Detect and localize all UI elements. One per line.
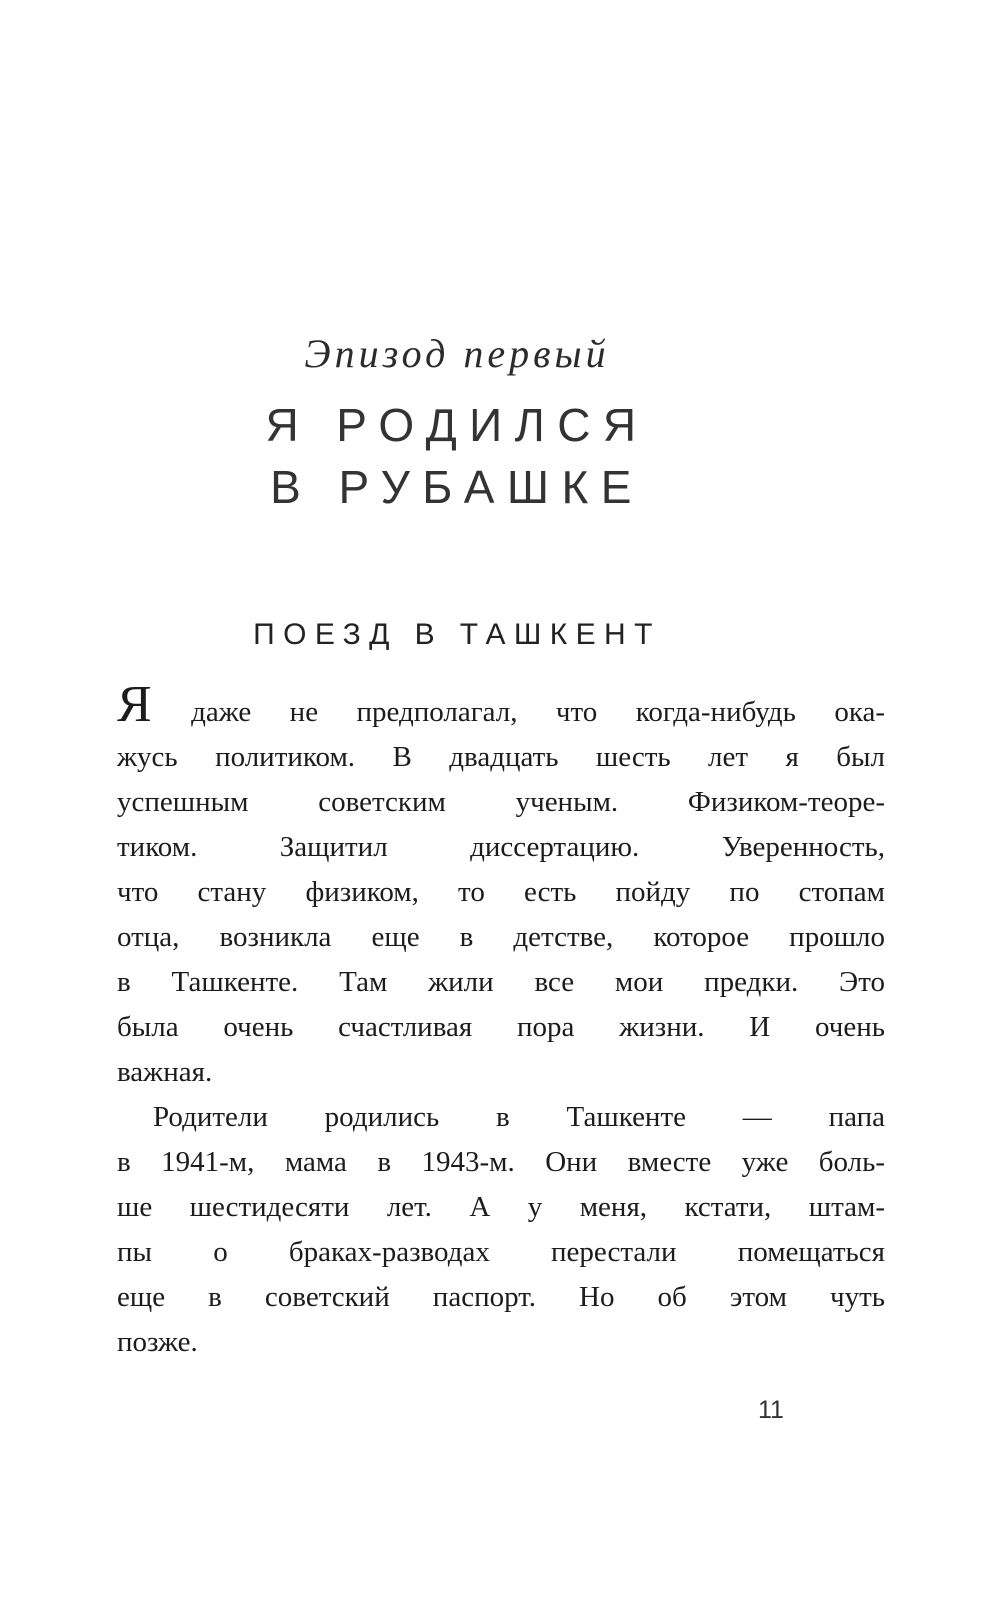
section-heading: ПОЕЗД В ТАШКЕНТ: [253, 618, 661, 651]
page-number: 11: [758, 1396, 784, 1424]
chapter-title: [117, 394, 797, 518]
body-text: [117, 676, 885, 1365]
chapter-title-line-1: Я РОДИЛСЯ: [265, 399, 649, 451]
text-line: еще в советский паспорт. Но об этом чуть: [117, 1281, 885, 1313]
text-line: что стану физиком, то есть пойду по стопам: [117, 876, 885, 908]
drop-cap: Я: [117, 676, 153, 733]
text-line: была очень счастливая пора жизни. И очень: [117, 1011, 885, 1043]
text-line: в Ташкенте. Там жили все мои предки. Это: [117, 966, 885, 998]
text-line: важная.: [117, 1056, 213, 1088]
text-line: ше шестидесяти лет. А у меня, кстати, штам-: [117, 1191, 885, 1223]
text-line: Родители родились в Ташкенте — папа: [153, 1101, 885, 1133]
text-line: жусь политиком. В двадцать шесть лет я был: [117, 741, 885, 773]
text-line: пы о браках-разводах перестали помещаться: [117, 1236, 885, 1268]
text-line: позже.: [117, 1326, 198, 1358]
text-line: тиком. Защитил диссертацию. Уверенность,: [117, 831, 885, 863]
text-line: Я даже не предполагал, что когда-нибудь ока-: [117, 676, 885, 733]
chapter-title-line-2: В РУБАШКЕ: [270, 461, 644, 513]
chapter-heading-block: [117, 330, 797, 518]
paragraph: [117, 1095, 885, 1365]
text-line: отца, возникла еще в детстве, которое прошло: [117, 921, 885, 953]
paragraph: [117, 676, 885, 1095]
text-line: успешным советским ученым. Физиком-теоре-: [117, 786, 885, 818]
text-line: в 1941-м, мама в 1943-м. Они вместе уже боль-: [117, 1146, 885, 1178]
episode-label: Эпизод первый: [304, 331, 610, 376]
